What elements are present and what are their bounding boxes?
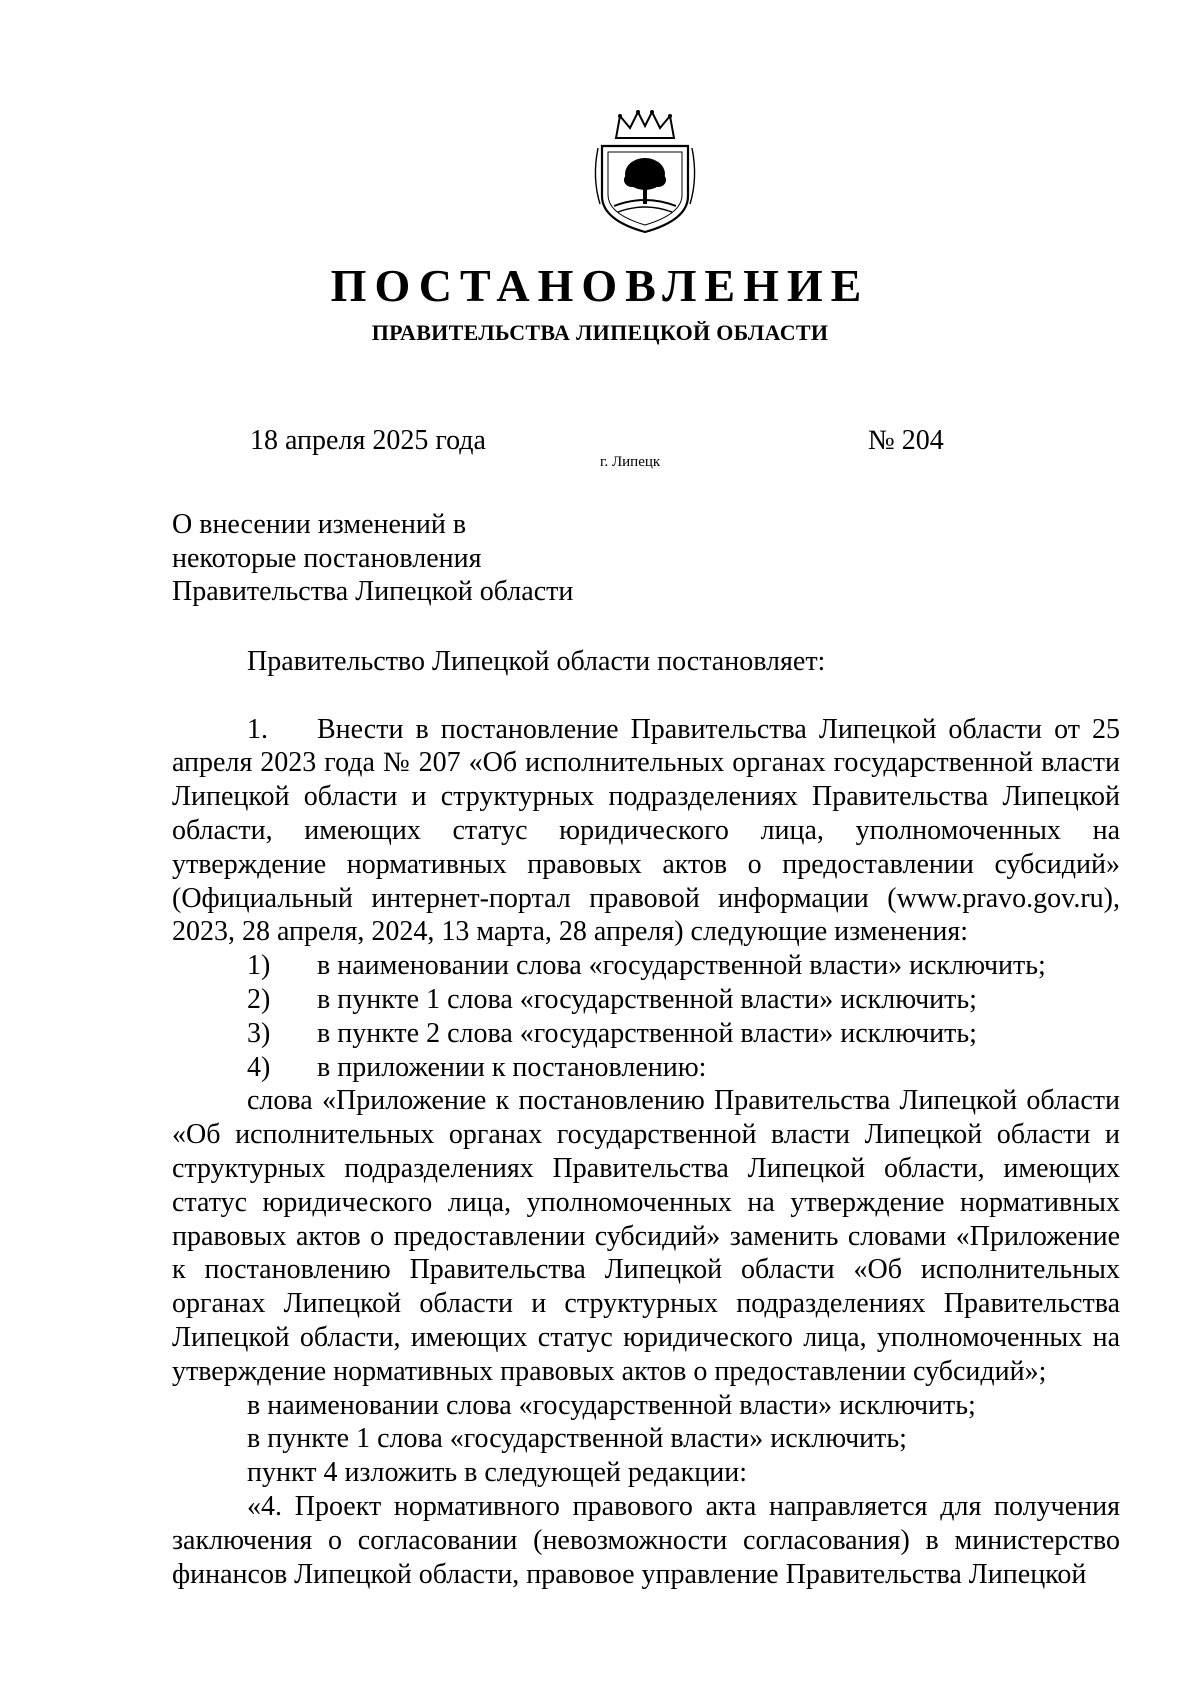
list-item <box>172 1051 1120 1085</box>
list-item <box>172 983 1120 1017</box>
list-item-text: в пункте 1 слова «государственной власти» исключить; <box>317 983 977 1015</box>
paragraph-number: 1. <box>247 713 268 745</box>
coat-of-arms-emblem <box>590 108 700 236</box>
words-paragraph: слова «Приложение к постановлению Правительства Липецкой области «Об исполнительных органах государственной власти Липецкой области и структурных подразделениях Правительства Липецкой области, имеющих статус юридического лица, уполномоченных на утверждение нормативных правовых актов о предоставлении субсидий» заменить словами «Приложение к постановлению Правительства Липецкой области «Об исполнительных органах Липецкой области и структурных подразделениях Правительства Липецкой области, имеющих статус юридического лица, уполномоченных на утверждение нормативных правовых актов о предоставлении субсидий»; <box>172 1085 1120 1387</box>
document-date: 18 апреля 2025 года <box>250 425 486 456</box>
paragraph-text: Внести в постановление Правительства Липецкой области от 25 апреля 2023 года № 207 «Об исполнительных органах государственной власти Липецкой области и структурных подразделениях Правительства Липецкой области, имеющих статус юридического лица, уполномоченных на утверждение нормативных правовых актов о предоставлении субсидий» (Официальный интернет-портал правовой информации (www.pravo.gov.ru), 2023, 28 апреля, 2024, 13 марта, 28 апреля) следующие изменения: <box>172 713 1120 948</box>
quote-paragraph: «4. Проект нормативного правового акта направляется для получения заключения о согласовании (невозможности согласования) в министерство финансов Липецкой области, правовое управление Правительства Липецкой <box>172 1490 1120 1590</box>
intro-paragraph: Правительство Липецкой области постановляет: <box>247 646 826 677</box>
name-line: в наименовании слова «государственной власти» исключить; <box>247 1389 976 1421</box>
heading-line: Правительства Липецкой области <box>172 576 574 607</box>
document-city: г. Липецк <box>600 454 661 470</box>
document-title: ПОСТАНОВЛЕНИЕ <box>330 260 870 311</box>
heading-line: некоторые постановления <box>172 542 482 574</box>
list-item-text: в пункте 2 слова «государственной власти» исключить; <box>317 1017 977 1049</box>
point-1-line: в пункте 1 слова «государственной власти» исключить; <box>247 1423 907 1455</box>
heading-line: О внесении изменений в <box>172 509 467 540</box>
list-item-text: в наименовании слова «государственной власти» исключить; <box>317 950 1046 982</box>
point-4-line: пункт 4 изложить в следующей редакции: <box>247 1457 747 1489</box>
document-number: № 204 <box>868 425 944 456</box>
list-item-number: 1) <box>247 950 271 982</box>
list-item-number: 2) <box>247 983 271 1015</box>
list-item-number: 4) <box>247 1051 271 1083</box>
list-item-text: в приложении к постановлению: <box>317 1051 707 1083</box>
document-heading <box>172 508 573 609</box>
document-subtitle: ПРАВИТЕЛЬСТВА ЛИПЕЦКОЙ ОБЛАСТИ <box>371 320 829 345</box>
list-item-number: 3) <box>247 1017 271 1049</box>
document-body <box>172 645 1120 1591</box>
list-item <box>172 949 1120 983</box>
list-item <box>172 1017 1120 1051</box>
paragraph-1 <box>172 713 1120 950</box>
